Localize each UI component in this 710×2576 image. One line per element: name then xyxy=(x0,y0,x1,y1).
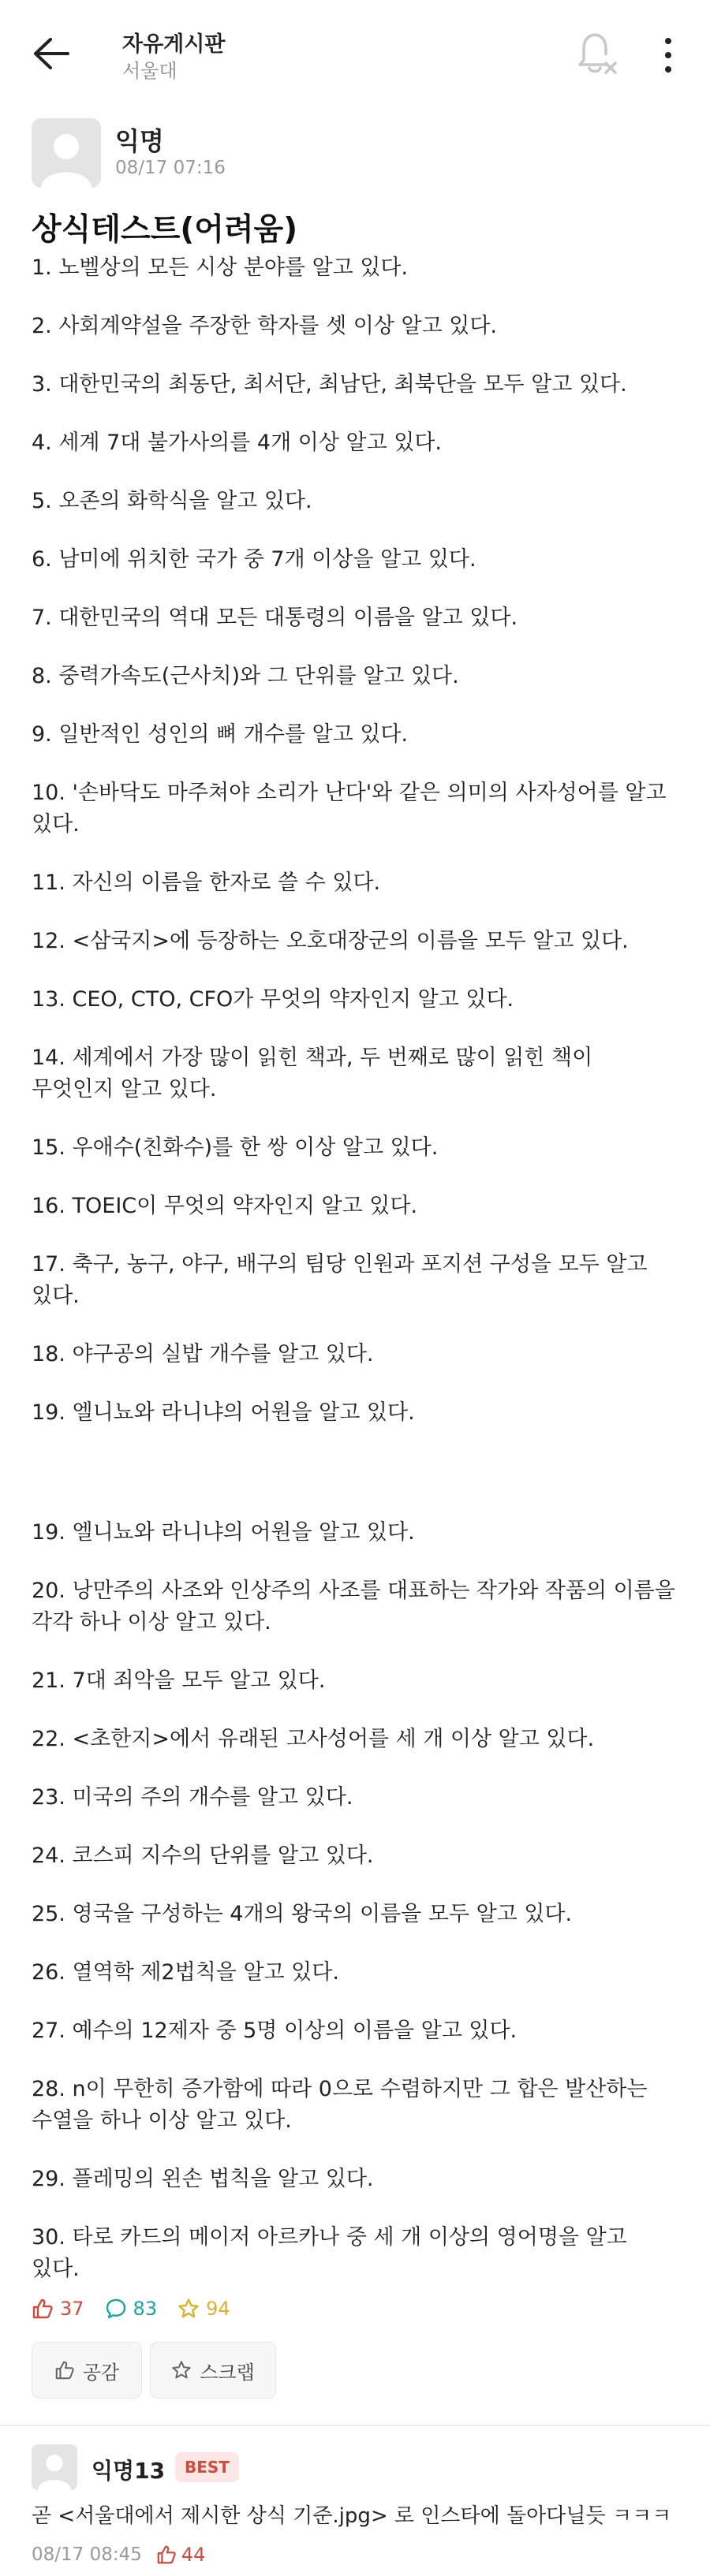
default-avatar-icon xyxy=(32,118,101,188)
post-line: 25. 영국을 구성하는 4개의 왕국의 이름을 모두 알고 있다. xyxy=(32,1902,573,1926)
comment-text: 곧 <서울대에서 제시한 상식 기준.jpg> 로 인스타에 돌아다닐듯 ㅋㅋㅋ xyxy=(32,2504,672,2528)
best-badge: BEST xyxy=(175,2452,239,2482)
comment-like-value: 44 xyxy=(181,2544,206,2566)
post-stats xyxy=(32,2293,251,2324)
comment-like-count[interactable] xyxy=(156,2544,206,2566)
post-line: 1. 노벨상의 모든 시상 분야를 알고 있다. xyxy=(32,255,409,280)
thumbs-up-icon xyxy=(32,2298,54,2320)
post-line: 10. '손바닥도 마주쳐야 소리가 난다'와 같은 의미의 사자성어를 알고 있다. xyxy=(32,781,667,837)
comment-meta xyxy=(32,2544,205,2566)
post-line: 7. 대한민국의 역대 모든 대통령의 이름을 알고 있다. xyxy=(32,606,518,630)
like-button-label: 공감 xyxy=(82,2361,120,2384)
author-name: 익명 xyxy=(115,126,164,156)
comment-timestamp: 08/17 08:45 xyxy=(32,2544,142,2565)
post-line: 15. 우애수(친화수)를 한 쌍 이상 알고 있다. xyxy=(32,1135,439,1160)
top-bar xyxy=(0,0,710,109)
scrap-count xyxy=(178,2298,230,2320)
notification-toggle-button[interactable] xyxy=(576,32,618,77)
post-line: 20. 낭만주의 사조와 인상주의 사조를 대표하는 작가와 작품의 이름을 각각 하나 이상 알고 있다. xyxy=(32,1579,675,1635)
post-line: 29. 플레밍의 왼손 법칙을 알고 있다. xyxy=(32,2167,374,2191)
post-line: 8. 중력가속도(근사치)와 그 단위를 알고 있다. xyxy=(32,664,459,688)
post-line: 19. 엘니뇨와 라니냐의 어원을 알고 있다. xyxy=(32,1520,415,1545)
avatar xyxy=(32,118,101,188)
post-line: 11. 자신의 이름을 한자로 쓸 수 있다. xyxy=(32,870,381,895)
more-options-button[interactable] xyxy=(656,35,680,77)
post-line: 4. 세계 7대 불가사의를 4개 이상 알고 있다. xyxy=(32,431,443,455)
star-icon xyxy=(178,2298,200,2320)
post-line: 5. 오존의 화학식을 알고 있다. xyxy=(32,489,312,513)
post-timestamp: 08/17 07:16 xyxy=(115,158,226,178)
post-line: 23. 미국의 주의 개수를 알고 있다. xyxy=(32,1785,353,1810)
scrap-count-value: 94 xyxy=(206,2298,230,2320)
post-line: 14. 세계에서 가장 많이 읽힌 책과, 두 번째로 많이 읽힌 책이 무엇인지 알고 있다. xyxy=(32,1046,593,1102)
post-line: 16. TOEIC이 무엇의 약자인지 알고 있다. xyxy=(32,1194,418,1218)
post-line: 30. 타로 카드의 메이저 아르카나 중 세 개 이상의 영어명을 알고 있다. xyxy=(32,2225,627,2281)
scrap-button-label: 스크랩 xyxy=(200,2361,255,2384)
thumbs-up-icon xyxy=(156,2544,177,2565)
comment-count-value: 83 xyxy=(133,2298,158,2320)
post-line: 3. 대한민국의 최동단, 최서단, 최남단, 최북단을 모두 알고 있다. xyxy=(32,372,627,397)
post-line: 13. CEO, CTO, CFO가 무엇의 약자인지 알고 있다. xyxy=(32,987,514,1012)
post-author xyxy=(32,118,678,197)
board-subtitle: 서울대 xyxy=(122,60,178,82)
section-divider xyxy=(0,2425,710,2426)
post-line: 26. 열역학 제2법칙을 알고 있다. xyxy=(32,1960,339,1985)
post-line: 9. 일반적인 성인의 뼈 개수를 알고 있다. xyxy=(32,722,409,747)
post-line: 21. 7대 죄악을 모두 알고 있다. xyxy=(32,1668,326,1693)
like-button[interactable] xyxy=(32,2342,142,2399)
back-arrow-icon xyxy=(32,36,71,71)
speech-bubble-icon xyxy=(105,2298,127,2320)
back-button[interactable] xyxy=(32,36,71,71)
like-count xyxy=(32,2298,84,2320)
post-line: 28. n이 무한히 증가함에 따라 0으로 수렴하지만 그 합은 발산하는 수열을 하나 이상 알고 있다. xyxy=(32,2077,648,2133)
scrap-button[interactable] xyxy=(150,2342,276,2399)
more-vertical-icon xyxy=(656,35,680,77)
post-line: 18. 야구공의 실밥 개수를 알고 있다. xyxy=(32,1342,374,1366)
post-line: 19. 엘니뇨와 라니냐의 어원을 알고 있다. xyxy=(32,1400,415,1425)
like-count-value: 37 xyxy=(60,2298,84,2320)
comment-author: 익명13 xyxy=(92,2458,166,2484)
comment-count xyxy=(105,2298,158,2320)
default-avatar-icon xyxy=(32,2444,77,2490)
post-line: 12. <삼국지>에 등장하는 오호대장군의 이름을 모두 알고 있다. xyxy=(32,929,629,953)
post-line: 24. 코스피 지수의 단위를 알고 있다. xyxy=(32,1843,374,1868)
comment-avatar xyxy=(32,2444,77,2490)
post-line: 27. 예수의 12제자 중 5명 이상의 이름을 알고 있다. xyxy=(32,2019,518,2043)
board-title: 자유게시판 xyxy=(122,32,226,57)
post-line: 6. 남미에 위치한 국가 중 7개 이상을 알고 있다. xyxy=(32,547,476,572)
post-title: 상식테스트(어려움) xyxy=(32,212,298,248)
bell-off-icon xyxy=(576,32,618,77)
post-line: 2. 사회계약설을 주장한 학자를 셋 이상 알고 있다. xyxy=(32,314,497,338)
star-icon xyxy=(171,2360,192,2380)
post-line: 22. <초한지>에서 유래된 고사성어를 세 개 이상 알고 있다. xyxy=(32,1727,595,1751)
thumbs-up-icon xyxy=(54,2360,75,2380)
post-line: 17. 축구, 농구, 야구, 배구의 팀당 인원과 포지션 구성을 모두 알고 있다. xyxy=(32,1252,648,1308)
